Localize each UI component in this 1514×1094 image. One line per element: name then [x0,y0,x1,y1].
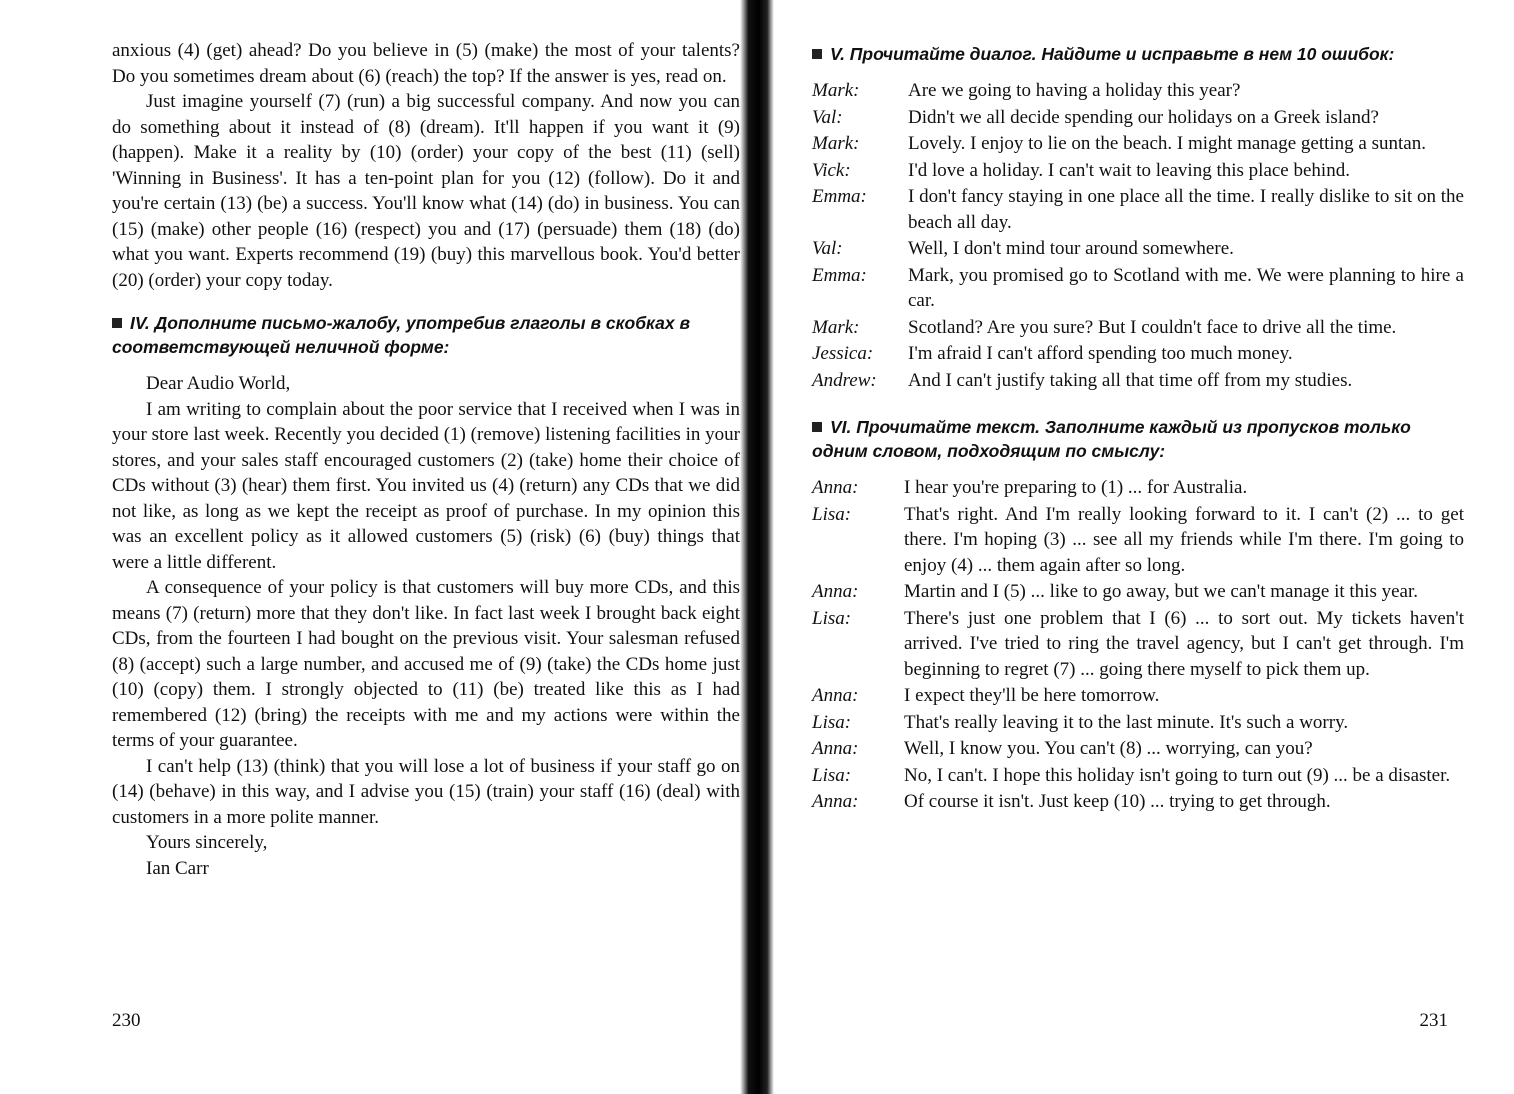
dialogue-line [812,105,1464,131]
dialogue-text: Mark, you promised go to Scotland with me. We were planning to hire a car. [908,264,1464,311]
letter-paragraph-1: I am writing to complain about the poor service that I received when I was in your store last week. Recently you decided (1) (remove) listening facilities in your stores, and your sales staff encouraged customers (2) (take) home their choice of CDs without (3) (hear) them first. You invited us (4) (return) any CDs that we did not like, as long as we kept the receipt as proof of purchase. In my opinion this was an excellent policy as it allowed customers (5) (risk) (6) (buy) things that were a little different. [112,398,740,573]
letter-signature: Ian Carr [146,857,209,879]
dialogue-line [812,341,1464,367]
page-number-left: 230 [112,1010,141,1031]
speaker-name: Vick: [812,159,851,181]
speaker-name: Mark: [812,316,860,338]
page-number-right: 231 [1419,1010,1448,1031]
dialogue-line [812,78,1464,104]
dialogue-line [812,315,1464,341]
dialogue-line [812,789,1464,815]
dialogue-5 [812,78,1464,393]
dialogue-line [812,236,1464,262]
right-page [772,0,1514,1094]
dialogue-text: Well, I don't mind tour around somewhere. [908,238,1234,259]
dialogue-line [812,158,1464,184]
speaker-name: Anna: [812,738,859,759]
speaker-name: Anna: [812,477,859,498]
section-4-heading-text: IV. Дополните письмо-жалобу, употребив глаголы в скобках в соответствующей неличной форме: [112,313,691,357]
dialogue-text: Well, I know you. You can't (8) ... worrying, can you? [904,738,1313,759]
section-4-heading [112,311,740,359]
dialogue-6 [812,475,1464,815]
dialogue-line [812,502,1464,579]
letter-paragraph-3: I can't help (13) (think) that you will lose a lot of business if your staff go on (14) (behave) in this way, and I advise you (15) (train) your staff (16) (deal) with customers in a more polite manner. [112,755,740,828]
section-6-heading [812,415,1464,463]
speaker-name: Mark: [812,133,860,154]
dialogue-text: I'm afraid I can't afford spending too much money. [908,343,1293,364]
speaker-name: Lisa: [812,607,852,629]
dialogue-text: I'd love a holiday. I can't wait to leaving this place behind. [908,159,1350,181]
speaker-name: Anna: [812,791,859,812]
speaker-name: Lisa: [812,711,852,733]
dialogue-text: Lovely. I enjoy to lie on the beach. I might manage getting a suntan. [908,133,1426,154]
square-bullet-icon [112,318,122,328]
dialogue-line [812,475,1464,501]
speaker-name: Anna: [812,581,859,602]
dialogue-line [812,710,1464,736]
speaker-name: Jessica: [812,343,874,364]
speaker-name: Anna: [812,685,859,706]
section-5-heading-text: V. Прочитайте диалог. Найдите и исправьте в нем 10 ошибок: [830,44,1395,64]
dialogue-line [812,131,1464,157]
speaker-name: Emma: [812,264,867,286]
dialogue-line [812,184,1464,235]
dialogue-line [812,368,1464,394]
dialogue-line [812,736,1464,762]
speaker-name: Val: [812,106,843,128]
dialogue-text: And I can't justify taking all that time off from my studies. [908,369,1353,391]
dialogue-line [812,263,1464,314]
dialogue-text: That's right. And I'm really looking forward to it. I can't (2) ... to get there. I'm hoping (3) ... see all my friends while I'm there. I'm going to enjoy (4) ... them again after so long. [904,503,1464,576]
right-column [812,42,1464,816]
dialogue-text: There's just one problem that I (6) ... to sort out. My tickets haven't arrived. I've tried to ring the travel agency, but I can't get through. I'm beginning to regret (7) ... going there myself to pick them up. [904,607,1464,680]
speaker-name: Lisa: [812,764,852,786]
square-bullet-icon [812,422,822,432]
letter-closing: Yours sincerely, [146,832,268,853]
left-page [0,0,752,1094]
section-5-heading [812,42,1464,66]
dialogue-line [812,683,1464,709]
paragraph-2: Just imagine yourself (7) (run) a big successful company. And now you can do something about it instead of (8) (dream). It'll happen if you want it (9) (happen). Make it a reality by (10) (order) your copy of the best (11) (sell) 'Winning in Business'. It has a ten-point plan for you (12) (follow). Do it and you're certain (13) (be) a success. You'll know what (14) (do) in business. You can (15) (make) other people (16) (respect) you and (17) (persuade) them (18) (do) what you want. Experts recommend (19) (buy) this marvellous book. You'd better (20) (order) your copy today. [112,91,740,291]
dialogue-line [812,579,1464,605]
speaker-name: Mark: [812,80,860,101]
dialogue-line [812,606,1464,683]
section-6-heading-text: VI. Прочитайте текст. Заполните каждый из пропусков только одним словом, подходящим по смыслу: [812,417,1411,461]
dialogue-text: Of course it isn't. Just keep (10) ... trying to get through. [904,791,1331,812]
square-bullet-icon [812,49,822,59]
dialogue-text: I hear you're preparing to (1) ... for Australia. [904,477,1248,498]
letter-paragraph-2: A consequence of your policy is that customers will buy more CDs, and this means (7) (return) more that they don't like. In fact last week I brought back eight CDs, from the fourteen I had bought on the previous visit. Your salesman refused (8) (accept) such a large number, and accused me of (9) (take) the CDs home just (10) (copy) them. I strongly objected to (11) (be) treated like this as I had remembered (12) (bring) the receipts with me and my actions were within the terms of your guarantee. [112,577,740,751]
dialogue-text: Martin and I (5) ... like to go away, but we can't manage it this year. [904,581,1418,602]
dialogue-text: Didn't we all decide spending our holidays on a Greek island? [908,106,1379,128]
dialogue-text: I don't fancy staying in one place all the time. I really dislike to sit on the beach all day. [908,186,1464,233]
paragraph-1: anxious (4) (get) ahead? Do you believe in (5) (make) the most of your talents? Do you sometimes dream about (6) (reach) the top? If the answer is yes, read on. [112,40,740,87]
dialogue-line [812,763,1464,789]
speaker-name: Val: [812,238,843,259]
dialogue-text: I expect they'll be here tomorrow. [904,685,1160,706]
dialogue-text: Are we going to having a holiday this year? [908,80,1241,101]
left-column [112,38,740,881]
speaker-name: Andrew: [812,369,877,391]
dialogue-text: No, I can't. I hope this holiday isn't going to turn out (9) ... be a disaster. [904,764,1451,786]
book-spine-shadow [740,0,774,1094]
dialogue-text: That's really leaving it to the last minute. It's such a worry. [904,711,1349,733]
letter-greeting: Dear Audio World, [146,373,291,394]
speaker-name: Lisa: [812,503,852,525]
speaker-name: Emma: [812,186,867,207]
dialogue-text: Scotland? Are you sure? But I couldn't face to drive all the time. [908,316,1397,338]
